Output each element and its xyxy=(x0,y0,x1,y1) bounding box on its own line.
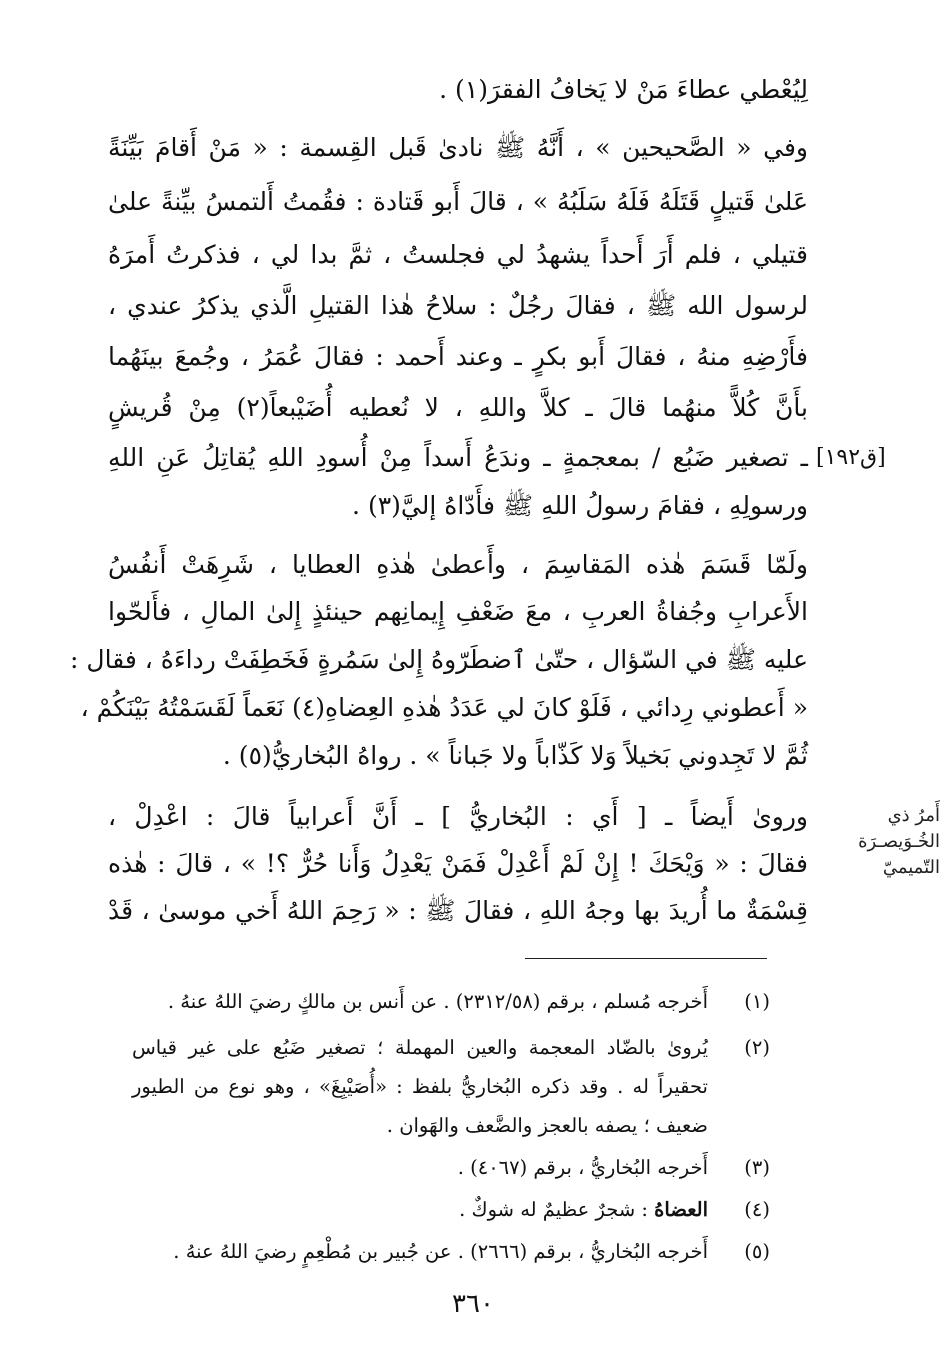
footnote-2-number: (٢) xyxy=(744,1036,770,1059)
footnote-4-number: (٤) xyxy=(744,1198,770,1221)
text-line-12: عليه ﷺ في السّؤال ، حتّىٰ ٱضطَرّوهُ إِلىٰ سَمُرةٍ فَخَطِفَتْ رداءَهُ ، فقال : xyxy=(70,645,808,674)
text-line-9: ورسولِهِ ، فقامَ رسولُ اللهِ ﷺ فأَدّاهُ إليَّ(٣) . xyxy=(352,491,808,520)
page-number: ٣٦٠ xyxy=(452,1289,494,1319)
footnote-1-text: أَخرجه مُسلم ، برقم (٢٣١٢/٥٨) . عن أَنس بن مالكٍ رضيَ اللهُ عنهُ . xyxy=(167,990,708,1013)
text-line-13: « أَعطوني رِدائي ، فَلَوْ كانَ لي عَدَدُ هٰذهِ العِضاهِ(٤) نَعَماً لَقَسَمْتُهُ بَيْنَكُمْ ، xyxy=(80,693,808,722)
text-line-8: ـ تصغير ضَبُع / بمعجمةٍ ـ وندَعُ أَسداً مِنْ أُسودِ اللهِ يُقاتِلُ عَنِ اللهِ xyxy=(108,443,808,472)
footnote-5-number: (٥) xyxy=(744,1240,770,1263)
footnote-1-number: (١) xyxy=(744,990,770,1013)
footnote-4-definition: : شجرٌ عظيمٌ له شوكٌ . xyxy=(459,1198,648,1221)
footnote-4-term: العضاهُ xyxy=(654,1198,708,1221)
text-line-2: وفي « الصَّحيحين » ، أَنَّهُ ﷺ نادىٰ قَبل القِسمة : « مَنْ أَقامَ بَيِّنَةً xyxy=(108,133,808,162)
text-line-14: ثُمَّ لا تَجِدوني بَخيلاً وَلا كَذّاباً ولا جَباناً » . رواهُ البُخاريُّ(٥) . xyxy=(222,741,808,770)
folio-reference: [ق١٩٢] xyxy=(816,445,886,470)
margin-heading-line-2: التّميميّ xyxy=(882,857,940,878)
text-line-16: فقالَ : « وَيْحَكَ ! إِنْ لَمْ أَعْدِلْ فَمَنْ يَعْدِلُ وَأَنا حُرٌّ ؟! » ، قالَ : هٰذه xyxy=(108,849,808,878)
footnote-3-number: (٣) xyxy=(744,1156,770,1179)
footnote-2-line-2: تحقيراً له . وقد ذكره البُخاريُّ بلفظ : «أُصَيْبِغَ» ، وهو نوع من الطيور xyxy=(132,1075,708,1098)
text-line-10: ولَمّا قَسَمَ هٰذه المَقاسِمَ ، وأَعطىٰ هٰذهِ العطايا ، شَرِهَتْ أَنفُسُ xyxy=(108,550,808,579)
footnote-5-text: أَخرجه البُخاريُّ ، برقم (٢٦٦٦) . عن جُبير بن مُطْعِمٍ رضيَ اللهُ عنهُ . xyxy=(173,1240,708,1263)
footnote-4-text xyxy=(132,1192,708,1228)
text-line-5: لرسول الله ﷺ ، فقالَ رجُلٌ : سلاحُ هٰذا القتيلِ الَّذي يذكرُ عندي ، xyxy=(108,291,808,320)
footnote-3-text: أَخرجه البُخاريُّ ، برقم (٤٠٦٧) . xyxy=(457,1156,708,1179)
text-line-11: الأَعرابِ وجُفاةُ العربِ ، معَ ضَعْفِ إِيمانِهم حينئذٍ إِلىٰ المالِ ، فأَلحّوا xyxy=(108,597,808,626)
margin-heading-line-1: أَمرُ ذي الخُـوَيصـرَة xyxy=(858,805,940,852)
text-line-15: وروىٰ أَيضاً ـ [ أَي : البُخاريُّ ] ـ أَنَّ أَعرابياً قالَ : اعْدِلْ ، xyxy=(108,802,808,831)
footnote-separator xyxy=(525,958,767,959)
footnote-2-line-1: يُروىٰ بالضّاد المعجمة والعين المهملة ؛ تصغير ضَبُع على غير قياس xyxy=(132,1036,708,1059)
text-line-3: عَلىٰ قَتيلٍ قَتَلَهُ فَلَهُ سَلَبُهُ » ، قالَ أَبو قَتادة : فقُمتُ أَلتمسُ بيِّنةً علىٰ xyxy=(108,187,808,216)
footnote-2-line-3: ضعيف ؛ يصفه بالعجز والضَّعف والهَوان . xyxy=(386,1114,708,1137)
text-line-17: قِسْمَةٌ ما أُريدَ بها وجهُ اللهِ ، فقالَ ﷺ : « رَحِمَ اللهُ أَخي موسىٰ ، قَدْ xyxy=(108,896,808,925)
text-line-1: لِيُعْطي عطاءَ مَنْ لا يَخافُ الفقرَ(١) . xyxy=(439,75,808,104)
text-line-6: فأَرْضِهِ منهُ ، فقالَ أَبو بكرٍ ـ وعند أَحمد : فقالَ عُمَرُ ، وجُمعَ بينَهُما xyxy=(108,342,808,371)
text-line-7: بأَنَّ كُلاًّ منهُما قالَ ـ كلاَّ واللهِ ، لا نُعطيه أُضَيْبعاً(٢) مِنْ قُريشٍ xyxy=(108,393,808,422)
margin-heading xyxy=(810,803,940,881)
text-line-4: قتيلي ، فلم أَرَ أَحداً يشهدُ لي فجلستُ ، ثمَّ بدا لي ، فذكرتُ أَمرَهُ xyxy=(108,240,808,269)
